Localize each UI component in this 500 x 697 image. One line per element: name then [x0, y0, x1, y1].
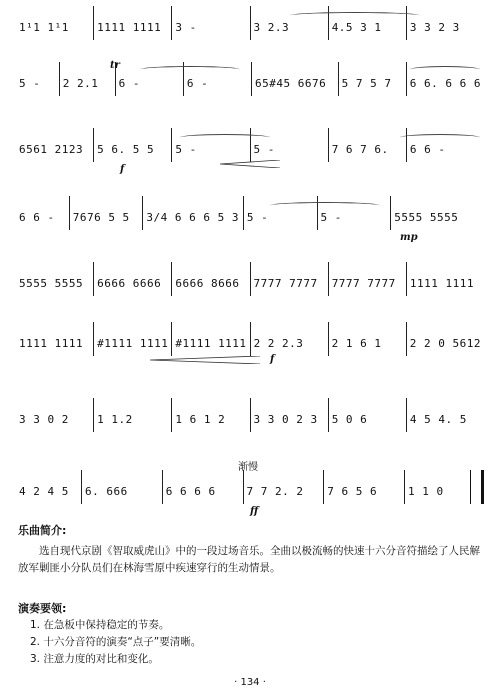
measure [251, 62, 338, 96]
measure-notes: 3 2.3 [253, 21, 290, 34]
measure [250, 6, 328, 40]
measure [323, 470, 404, 504]
score-row-7 [16, 398, 484, 432]
score-row-8 [16, 470, 484, 504]
measure [162, 470, 243, 504]
final-barline [470, 470, 484, 504]
measure-notes: 1¹1 1¹1 [19, 21, 69, 34]
measure [16, 62, 59, 96]
measure-notes: #1111 1111 [175, 337, 247, 350]
tip-item: 2. 十六分音符的演奏“点子”要清晰。 [30, 636, 202, 648]
measure [328, 128, 406, 162]
dynamic-forte: f [270, 354, 275, 365]
measure-notes: 5 - [253, 143, 275, 156]
measure [81, 470, 162, 504]
measure-notes: 2 2 0 5612 [409, 337, 481, 350]
measure-notes: 5 6. 5 5 [97, 143, 155, 156]
intro-body: 选自现代京剧《智取威虎山》中的一段过场音乐。全曲以极流畅的快速十六分音符描绘了人民解放军剿匪小分队员们在林海雪原中疾速穿行的生动情景。 [18, 545, 480, 574]
measure-notes: 2 2 2.3 [253, 337, 304, 350]
measure-notes: 5 - [19, 77, 41, 90]
measure-notes: 6 6 - [409, 143, 446, 156]
score-row-4 [16, 196, 484, 230]
dynamic-fortissimo: ff [250, 506, 259, 517]
measure-notes: 6666 8666 [175, 277, 240, 290]
measure [250, 398, 328, 432]
intro-section [18, 522, 482, 577]
measure-notes: 1111 1111 [97, 21, 162, 34]
measure [59, 62, 115, 96]
measure-notes: 5555 5555 [394, 211, 459, 224]
measure [16, 322, 93, 356]
measure [93, 262, 171, 296]
measure [390, 196, 484, 230]
trill-mark: tr [110, 60, 120, 71]
measure-notes: 2 2.1 [62, 77, 99, 90]
measure-notes: 5 0 6 [331, 413, 368, 426]
measure-notes: 4 5 4. 5 [409, 413, 467, 426]
measure [171, 262, 249, 296]
measure-notes: 7777 7777 [253, 277, 318, 290]
measure [243, 196, 317, 230]
measure [404, 470, 470, 504]
slur [410, 66, 480, 73]
measure [16, 196, 69, 230]
page-number: · 134 · [234, 677, 266, 688]
measure [93, 398, 171, 432]
tip-item: 3. 注意力度的对比和变化。 [30, 653, 159, 665]
measure [171, 398, 249, 432]
measure [328, 322, 406, 356]
score-row-1 [16, 6, 484, 40]
measure [328, 398, 406, 432]
measure-notes: 7 7 2. 2 [246, 485, 304, 498]
dynamic-mezzo-piano: mp [400, 232, 418, 243]
measure [16, 6, 93, 40]
measure-notes: 5 - [246, 211, 269, 224]
measure [16, 262, 93, 296]
measure [338, 62, 406, 96]
measure [16, 470, 81, 504]
measure-notes: 5555 5555 [19, 277, 84, 290]
measure-notes: 4 2 4 5 [19, 485, 69, 498]
measure [93, 322, 171, 356]
measure-notes: 7 6 5 6 [327, 485, 378, 498]
measure-notes: 6 - [186, 77, 209, 90]
crescendo-hairpin [150, 356, 260, 364]
measure [406, 322, 484, 356]
measure-notes: 3 3 2 3 [409, 21, 460, 34]
slur [180, 134, 270, 141]
measure [16, 128, 93, 162]
score-row-5 [16, 262, 484, 296]
tips-heading: 演奏要领: [18, 602, 67, 615]
measure-notes: 5 - [320, 211, 342, 224]
tip-item: 1. 在急板中保持稳定的节奏。 [30, 619, 170, 631]
measure [16, 398, 93, 432]
measure-notes: 6 6. 6 6 6 [409, 77, 482, 90]
measure [406, 398, 484, 432]
slur [270, 202, 380, 209]
measure [250, 262, 328, 296]
score-row-6 [16, 322, 484, 356]
measure-notes: 7 6 7 6. [331, 143, 389, 156]
measure [406, 6, 484, 40]
measure-notes: 7777 7777 [331, 277, 396, 290]
measure [93, 6, 171, 40]
measure-notes: 5 7 5 7 [341, 77, 392, 90]
measure-notes: 3/4 6 6 6 5 3 [146, 211, 240, 224]
intro-heading: 乐曲简介: [18, 524, 67, 537]
tips-section [18, 600, 482, 668]
measure [406, 262, 484, 296]
measure-notes: 7676 5 5 [72, 211, 130, 224]
measure [243, 470, 324, 504]
slur [400, 134, 480, 141]
measure [171, 322, 249, 356]
measure-notes: 6561 2123 [19, 143, 84, 156]
measure-notes: 3 3 0 2 [19, 413, 69, 426]
measure-notes: 6 6 - [19, 211, 55, 224]
measure-notes: 1 1 0 [408, 485, 444, 498]
score-row-3 [16, 128, 484, 162]
measure-notes: 1111 1111 [19, 337, 84, 350]
measure-notes: 2 1 6 1 [331, 337, 382, 350]
slur [140, 66, 240, 73]
measure-notes: 1 1.2 [97, 413, 133, 426]
measure [142, 196, 242, 230]
measure-notes: 6666 6666 [97, 277, 162, 290]
measure-notes: 65#45 6676 [255, 77, 327, 90]
measure [250, 322, 328, 356]
measure [171, 6, 249, 40]
measure-notes: 1111 1111 [409, 277, 474, 290]
slur [290, 12, 420, 19]
measure-notes: 3 - [175, 21, 197, 34]
measure [93, 128, 171, 162]
measure-notes: 6. 666 [85, 485, 128, 498]
measure-notes: 1 6 1 2 [175, 413, 226, 426]
measure-notes: #1111 1111 [97, 337, 169, 350]
dynamic-forte: f [120, 164, 125, 175]
measure-notes: 3 3 0 2 3 [253, 413, 318, 426]
measure [69, 196, 143, 230]
measure-notes: 4.5 3 1 [331, 21, 382, 34]
crescendo-hairpin [220, 160, 280, 168]
measure-notes: 5 - [175, 143, 197, 156]
measure [328, 262, 406, 296]
measure [171, 128, 249, 162]
measure-notes: 6 - [118, 77, 141, 90]
measure-notes: 6 6 6 6 [165, 485, 216, 498]
tempo-marking-rit: 渐慢 [238, 462, 258, 473]
measure [250, 128, 328, 162]
